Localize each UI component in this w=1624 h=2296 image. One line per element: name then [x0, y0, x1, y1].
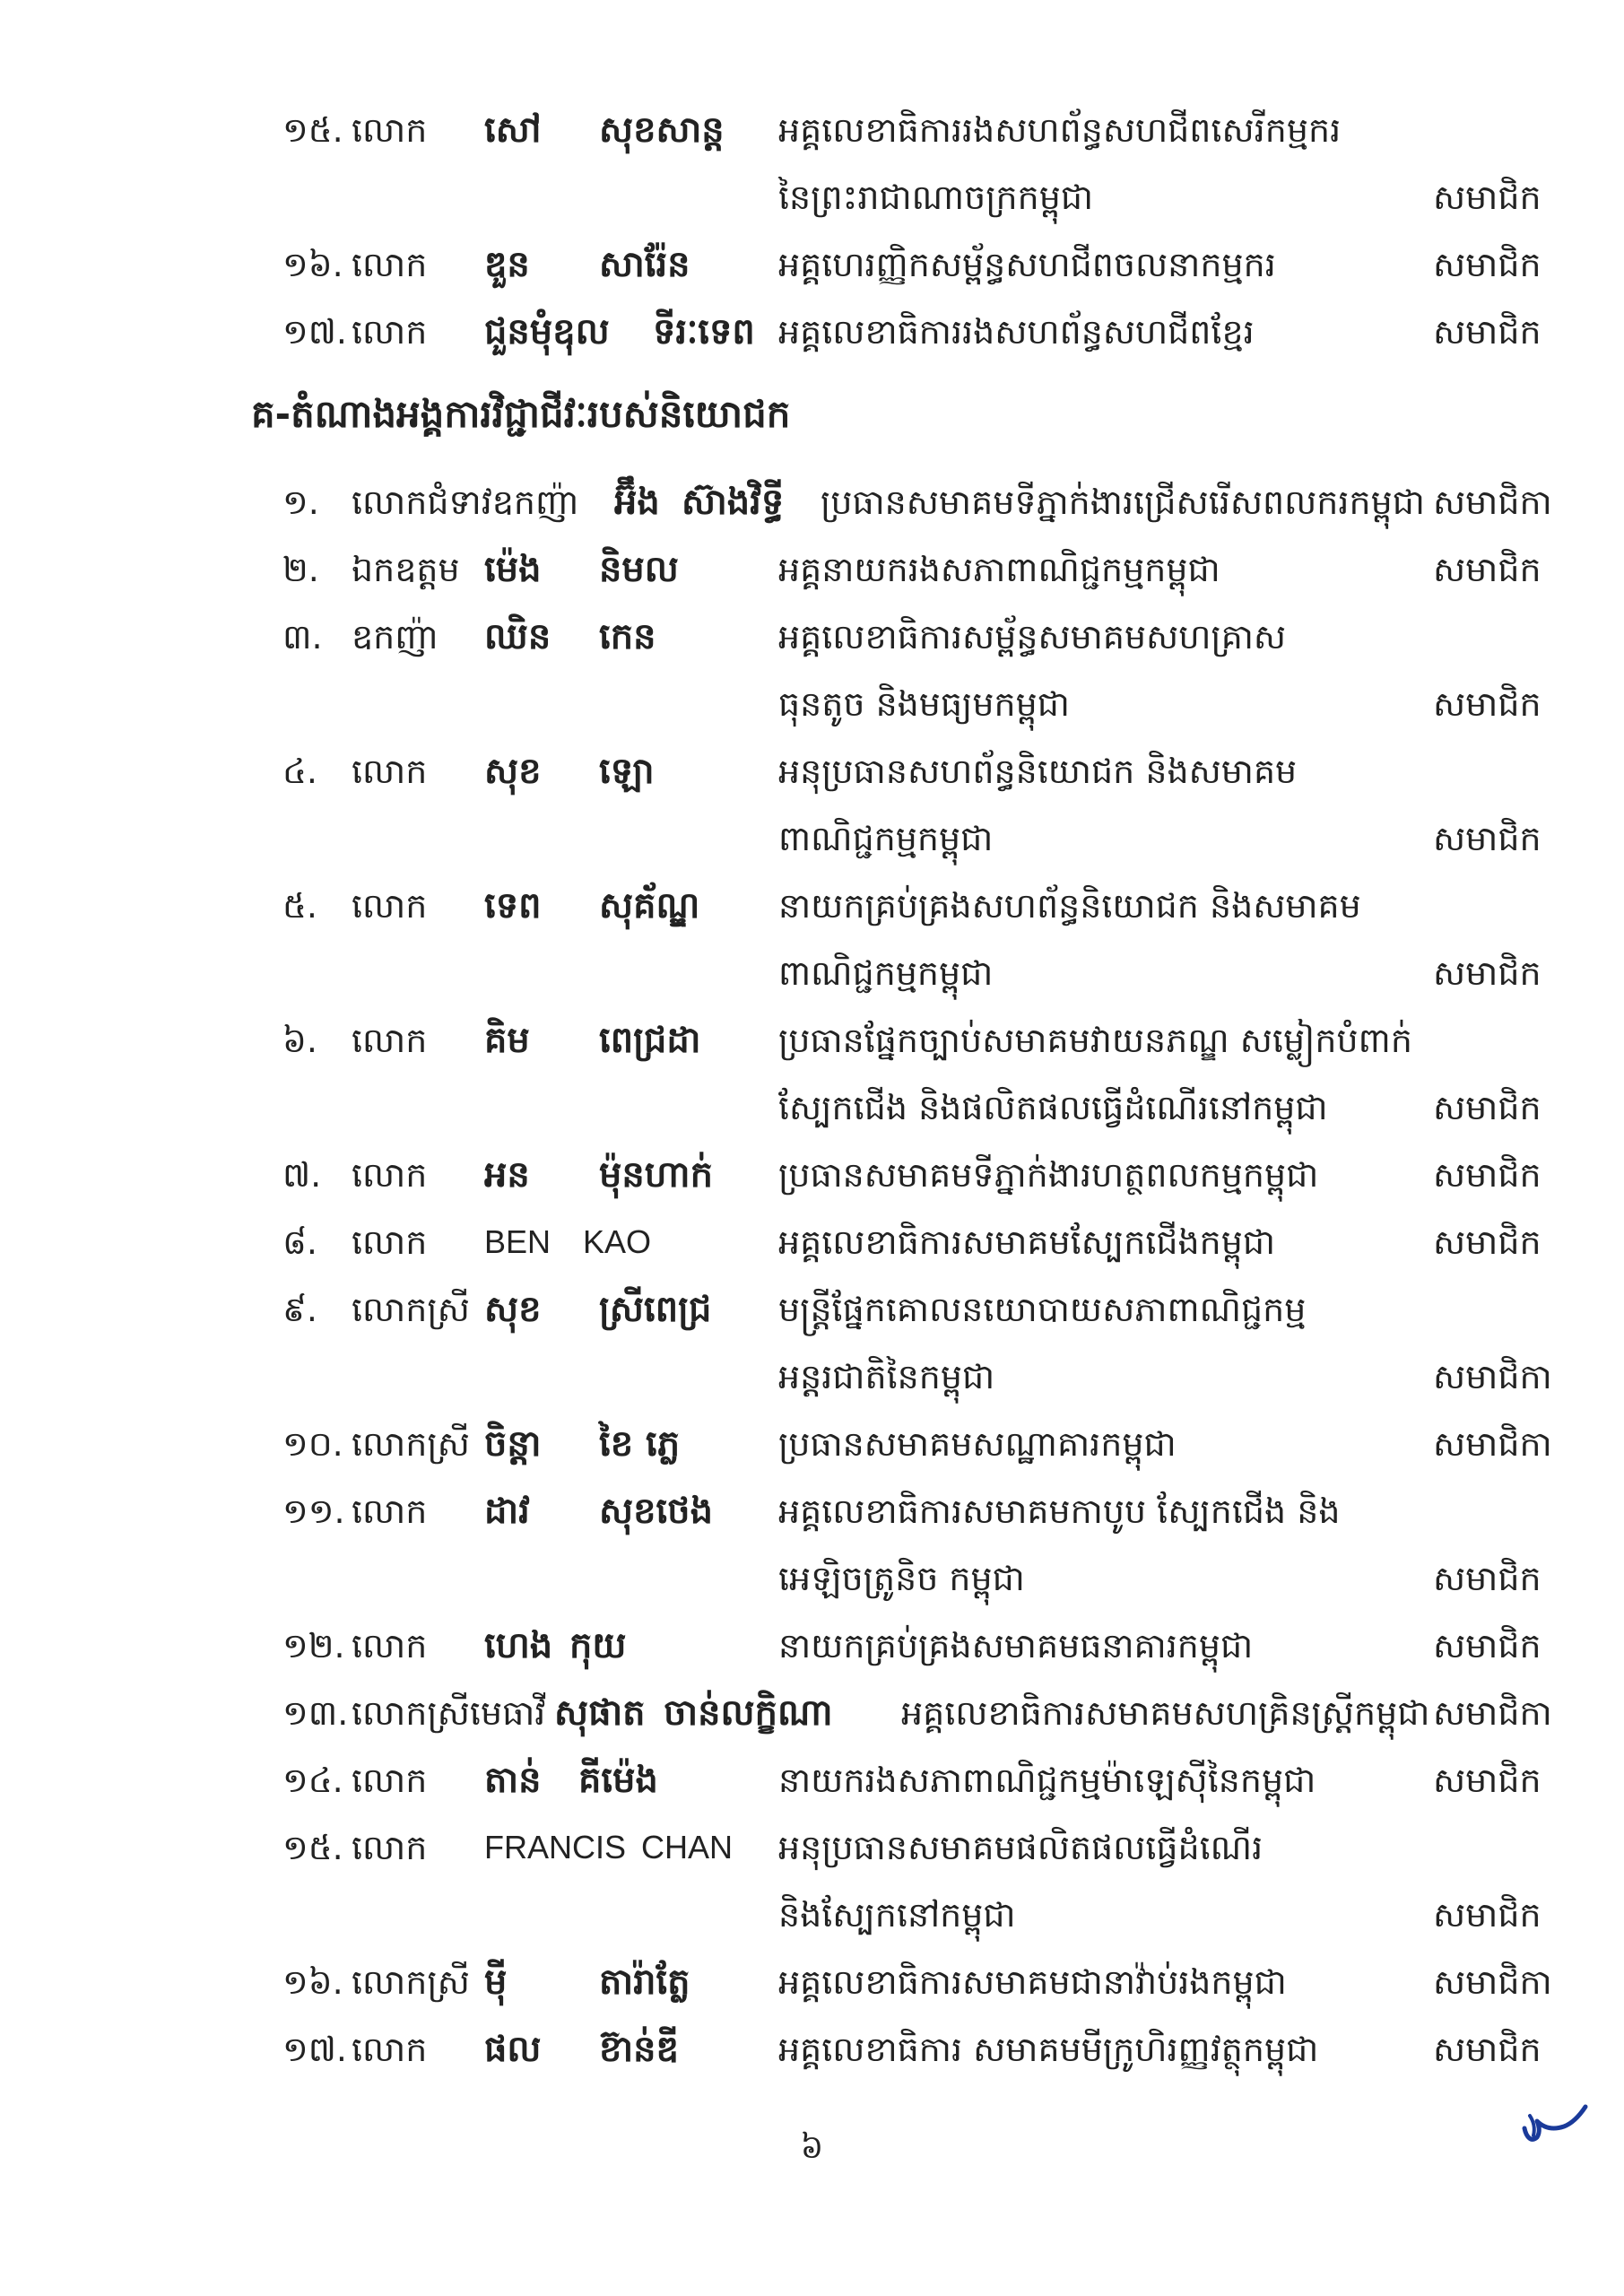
- member-given-name: ទីរៈទេព: [653, 311, 755, 352]
- member-row: [0, 744, 1624, 798]
- member-surname: សុផាត: [554, 1692, 646, 1734]
- member-number: ១១.: [282, 1492, 345, 1531]
- page-number: ៦: [800, 2129, 824, 2166]
- member-role: សមាជិក: [1433, 1155, 1541, 1195]
- member-title: លោកស្រី: [352, 1424, 470, 1464]
- member-row: [0, 1753, 1624, 1807]
- member-number: ១០.: [282, 1424, 343, 1464]
- member-position: ប្រធានផ្នែកច្បាប់សមាគមវាយនភណ្ឌ សម្លៀកបំពាក់: [778, 1021, 1412, 1060]
- member-role: សមាជិក: [1433, 1559, 1541, 1598]
- member-given-name: ខ៊ាន់ឌី: [599, 2029, 679, 2070]
- member-position-continued: និងស្បែកនៅកម្ពុជា: [778, 1895, 1016, 1935]
- member-surname: អ៊ឹង: [614, 482, 660, 523]
- member-row-continuation: [0, 946, 1624, 1000]
- member-surname: សៅ: [484, 109, 542, 151]
- member-role: សមាជិកា: [1433, 1693, 1552, 1733]
- member-role: សមាជិក: [1433, 819, 1541, 858]
- member-number: ១៦.: [282, 1962, 343, 2002]
- member-number: ១៦.: [282, 245, 343, 284]
- member-title: លោក: [352, 245, 428, 284]
- member-title: លោកស្រីមេធាវី: [352, 1693, 546, 1733]
- member-title: ឯកឧត្តម: [352, 550, 460, 589]
- member-given-name: សារ៉ែន: [599, 244, 690, 285]
- member-title: លោក: [352, 110, 428, 150]
- member-given-name: ឡោ: [599, 751, 655, 792]
- member-position: នាយករងសភាពាណិជ្ជកម្មម៉ាឡេស៊ីនៃកម្ពុជា: [778, 1761, 1316, 1800]
- member-surname: ឈិន: [484, 616, 551, 657]
- member-row: [0, 103, 1624, 157]
- member-title: លោក: [352, 1155, 428, 1195]
- member-position: នាយកគ្រប់គ្រងសមាគមធនាគារកម្ពុជា: [778, 1626, 1254, 1665]
- member-role: សមាជិក: [1433, 1895, 1541, 1935]
- member-title: លោក: [352, 2030, 428, 2069]
- member-position: អគ្គលេខាធិការសមាគមស្បែកជើងកម្ពុជា: [778, 1222, 1276, 1262]
- member-title: លោក: [352, 1222, 428, 1262]
- member-surname: គិម: [484, 1020, 530, 1061]
- member-row: [0, 1821, 1624, 1874]
- member-surname: ឌួន: [484, 244, 530, 285]
- member-title: លោក: [352, 1492, 428, 1531]
- member-row-continuation: [0, 1888, 1624, 1942]
- member-given-name: គីម៉េង: [578, 1760, 658, 1801]
- member-surname: អន: [484, 1154, 530, 1196]
- member-number: ១៧.: [282, 312, 348, 352]
- member-number: ៥.: [282, 886, 317, 926]
- member-role: សមាជិក: [1433, 2030, 1541, 2069]
- member-role: សមាជិក: [1433, 245, 1541, 284]
- member-surname: ម៉េង: [484, 549, 542, 590]
- member-number: ៤.: [282, 752, 317, 791]
- member-number: ១៤.: [282, 1761, 343, 1800]
- member-given-name: ពេជ្រដា: [599, 1020, 701, 1061]
- member-row: [0, 1686, 1624, 1740]
- member-title: លោកស្រី: [352, 1290, 470, 1329]
- member-number: ៦.: [282, 1021, 317, 1060]
- member-row: [0, 2022, 1624, 2076]
- section-heading: គ-តំណាងអង្គការវិជ្ជាជីវៈរបស់និយោជក: [251, 392, 791, 436]
- member-number: ១៥.: [282, 1828, 343, 1867]
- member-role: សមាជិក: [1433, 1222, 1541, 1262]
- member-title: លោក: [352, 1761, 428, 1800]
- member-number: ១៧.: [282, 2030, 348, 2069]
- member-position: អគ្គនាយករងសភាពាណិជ្ជកម្មកម្ពុជា: [778, 550, 1220, 589]
- member-position: អគ្គលេខាធិការសមាគមកាបូប ស្បែកជើង និង: [778, 1492, 1341, 1531]
- member-number: ១៥.: [282, 110, 343, 150]
- member-surname: BEN: [484, 1223, 551, 1260]
- member-role: សមាជិក: [1433, 178, 1541, 217]
- member-position: អគ្គលេខាធិការរងសហព័ន្ធសហជីពខ្មែរ: [778, 312, 1255, 352]
- member-surname: ជួនមុំឧុល: [484, 311, 610, 352]
- member-position: ប្រធានសមាគមទីភ្នាក់ងារហត្ថពលកម្មកម្ពុជា: [778, 1155, 1319, 1195]
- member-given-name: កេន: [599, 616, 656, 657]
- member-row: [0, 1619, 1624, 1673]
- handwritten-initial-icon: [1517, 2085, 1589, 2148]
- member-given-name: សុគ័ណ្ឌ: [599, 885, 700, 926]
- member-surname: ផល: [484, 2029, 542, 2070]
- member-given-name: ចាន់លក្ខិណា: [664, 1692, 833, 1734]
- member-title: ឧកញ៉ា: [352, 617, 439, 657]
- member-role: សមាជិក: [1433, 1626, 1541, 1665]
- member-number: ៣.: [282, 617, 323, 657]
- member-position-continued: អេឡិចត្រូនិច កម្ពុជា: [778, 1559, 1025, 1598]
- member-position: អគ្គលេខាធិការសម្ព័ន្ធសមាគមសហគ្រាស: [778, 617, 1287, 657]
- member-position: មន្ត្រីផ្នែកគោលនយោបាយសភាពាណិជ្ជកម្ម: [778, 1290, 1307, 1329]
- member-number: ១២.: [282, 1626, 345, 1665]
- member-role: សមាជិកា: [1433, 483, 1552, 522]
- member-given-name: តារ៉ាត្លែ: [599, 1961, 690, 2003]
- member-row: [0, 543, 1624, 596]
- member-surname: ចិន្តា: [484, 1423, 542, 1465]
- member-position: ប្រធានសមាគមទីភ្នាក់ងារជ្រើសរើសពលករកម្ពុជា: [821, 483, 1425, 522]
- member-surname: តាន់: [484, 1760, 542, 1801]
- member-row: [0, 1283, 1624, 1336]
- member-role: សមាជិក: [1433, 312, 1541, 352]
- member-surname: សុខ: [484, 1289, 542, 1330]
- member-position: អនុប្រធានសមាគមផលិតផលធ្វើដំណើរ: [778, 1828, 1264, 1867]
- member-given-name: សុខថេង: [599, 1491, 713, 1532]
- member-position-continued: ពាណិជ្ជកម្មកម្ពុជា: [778, 953, 994, 993]
- member-surname: សុខ: [484, 751, 542, 792]
- member-row: [0, 305, 1624, 359]
- member-given-name: ស្រីពេជ្រ: [599, 1289, 712, 1330]
- member-title: លោក: [352, 752, 428, 791]
- member-position-continued: អន្តរជាតិនៃកម្ពុជា: [778, 1357, 995, 1396]
- member-given-name: ខៃ ភ្លេ: [599, 1423, 681, 1465]
- member-title: លោក: [352, 1021, 428, 1060]
- member-given-name: សុខសាន្ត: [599, 109, 725, 151]
- member-row: [0, 610, 1624, 664]
- member-number: ២.: [282, 550, 319, 589]
- member-given-name: ម៉ុនហាក់: [599, 1154, 713, 1196]
- member-row: [0, 1417, 1624, 1471]
- member-row-continuation: [0, 1081, 1624, 1135]
- member-surname: FRANCIS: [484, 1829, 627, 1866]
- member-role: សមាជិកា: [1433, 1357, 1552, 1396]
- member-number: ១៣.: [282, 1693, 349, 1733]
- member-position-continued: នៃព្រះរាជាណាចក្រកម្ពុជា: [778, 178, 1094, 217]
- member-number: ៩.: [282, 1290, 317, 1329]
- initial-stroke: [1530, 2116, 1534, 2135]
- member-row-continuation: [0, 812, 1624, 865]
- member-number: ១.: [282, 483, 319, 522]
- member-position: អគ្គលេខាធិការសមាគមសហគ្រិនស្ត្រីកម្ពុជា: [901, 1693, 1430, 1733]
- member-position-continued: ធុនតូច និងមធ្យមកម្ពុជា: [778, 684, 1070, 724]
- member-position: អនុប្រធានសហព័ន្ធនិយោជក និងសមាគម: [778, 752, 1298, 791]
- member-row: [0, 1013, 1624, 1067]
- member-surname: ទេព: [484, 885, 542, 926]
- member-row-continuation: [0, 677, 1624, 731]
- member-given-name: ស៊ាងវិទ្ធី: [682, 482, 785, 523]
- member-given-name: កុយ: [569, 1625, 627, 1666]
- member-given-name: KAO: [583, 1223, 652, 1260]
- member-row: [0, 475, 1624, 529]
- member-surname: ដាវ: [484, 1491, 530, 1532]
- member-position: អគ្គហេរញ្ញិកសម្ព័ន្ធសហជីពចលនាកម្មករ: [778, 245, 1276, 284]
- member-surname: ម៉ី: [484, 1961, 508, 2003]
- member-role: សមាជិកា: [1433, 1962, 1552, 2002]
- member-position: អគ្គលេខាធិការរងសហព័ន្ធសហជីពសេរីកម្មករ: [778, 110, 1342, 150]
- member-position: អគ្គលេខាធិការ សមាគមមីក្រូហិរញ្ញវត្ថុកម្ពុជា: [778, 2030, 1319, 2069]
- member-position: ប្រធានសមាគមសណ្ឋាគារកម្ពុជា: [778, 1424, 1177, 1464]
- member-number: ៧.: [282, 1155, 322, 1195]
- member-title: លោក: [352, 886, 428, 926]
- member-position-continued: ស្បែកជើង និងផលិតផលធ្វើដំណើរនៅកម្ពុជា: [778, 1088, 1328, 1127]
- member-given-name: CHAN: [641, 1829, 734, 1866]
- member-row-continuation: [0, 170, 1624, 224]
- member-position-continued: ពាណិជ្ជកម្មកម្ពុជា: [778, 819, 994, 858]
- member-title: លោក: [352, 1626, 428, 1665]
- member-title: លោក: [352, 1828, 428, 1867]
- member-row-continuation: [0, 1350, 1624, 1404]
- member-title: លោកជំទាវឧកញ៉ា: [352, 483, 579, 522]
- member-surname: ហេង: [484, 1625, 553, 1666]
- member-row: [0, 1148, 1624, 1202]
- member-row: [0, 238, 1624, 291]
- member-number: ៨.: [282, 1222, 317, 1262]
- member-row: [0, 1215, 1624, 1269]
- member-role: សមាជិក: [1433, 953, 1541, 993]
- member-row: [0, 879, 1624, 933]
- member-title: លោក: [352, 312, 428, 352]
- member-given-name: និមល: [599, 549, 679, 590]
- member-role: សមាជិក: [1433, 550, 1541, 589]
- member-position: អគ្គលេខាធិការសមាគមជានាវ៉ាប់រងកម្ពុជា: [778, 1962, 1287, 2002]
- member-title: លោកស្រី: [352, 1962, 470, 2002]
- member-role: សមាជិក: [1433, 1761, 1541, 1800]
- member-role: សមាជិកា: [1433, 1424, 1552, 1464]
- member-row-continuation: [0, 1552, 1624, 1605]
- member-row: [0, 1955, 1624, 2009]
- member-role: សមាជិក: [1433, 1088, 1541, 1127]
- member-role: សមាជិក: [1433, 684, 1541, 724]
- member-position: នាយកគ្រប់គ្រងសហព័ន្ធនិយោជក និងសមាគម: [778, 886, 1361, 926]
- member-row: [0, 1484, 1624, 1538]
